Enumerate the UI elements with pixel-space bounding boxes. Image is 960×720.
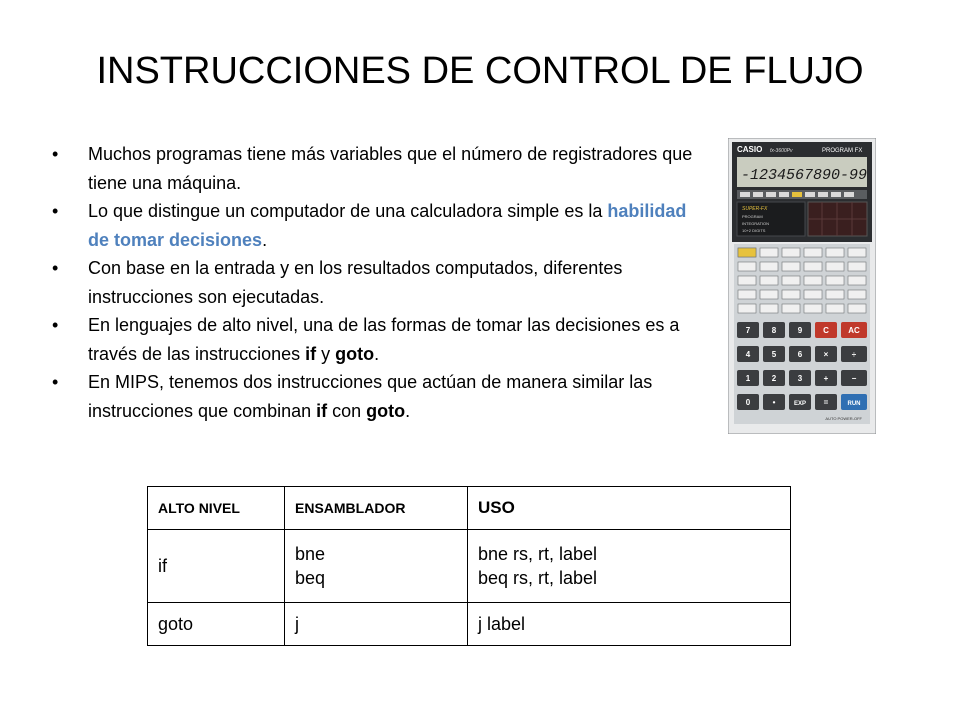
calc-brand: CASIO xyxy=(737,145,763,154)
bullet-item xyxy=(52,254,702,311)
table-header-row xyxy=(148,487,791,530)
calc-key: − xyxy=(851,374,857,383)
bullet-item xyxy=(52,197,702,254)
calc-series: PROGRAM FX xyxy=(822,148,863,154)
keyword-goto: goto xyxy=(335,343,375,364)
bullet-dot-icon: • xyxy=(52,258,59,278)
bullet-text-mid: con xyxy=(327,400,367,421)
calc-key: 3 xyxy=(797,374,803,383)
calc-key: ÷ xyxy=(851,350,857,359)
usage-line: beq rs, rt, label xyxy=(478,568,598,588)
calc-key: AC xyxy=(848,326,860,335)
calc-display: -1234567890-99 xyxy=(741,167,868,184)
bullet-text: En lenguajes de alto nivel, una de las formas de tomar las decisiones es a través de las instrucciones xyxy=(88,315,680,364)
asm-instruction: bne xyxy=(295,544,326,564)
calc-model: fx-3600Pv xyxy=(770,148,793,154)
calculator-image xyxy=(728,138,876,434)
calc-key: 4 xyxy=(745,350,751,359)
calc-key: 9 xyxy=(797,326,803,335)
cell-assembler xyxy=(285,530,468,603)
calc-key: • xyxy=(772,398,776,407)
header-ensamblador: ENSAMBLADOR xyxy=(285,487,468,530)
bullet-item xyxy=(52,140,702,197)
bullet-list xyxy=(52,140,702,425)
calc-key: 8 xyxy=(771,326,777,335)
bullet-text: Lo que distingue un computador de una calculadora simple es la xyxy=(88,201,608,221)
calc-key: 5 xyxy=(771,350,777,359)
calc-key: × xyxy=(823,350,829,359)
flow-control-table xyxy=(147,486,791,646)
bullet-dot-icon: • xyxy=(52,201,59,221)
usage-line: bne rs, rt, label xyxy=(478,544,598,564)
header-alto-nivel: ALTO NIVEL xyxy=(148,487,285,530)
bullet-text-end: . xyxy=(374,343,380,364)
bullet-dot-icon: • xyxy=(52,372,59,392)
highlight-text: habilidad de tomar decisiones xyxy=(88,201,687,250)
calc-key: C xyxy=(823,326,829,335)
calc-key: 2 xyxy=(771,374,777,383)
keyword-if: if xyxy=(305,343,317,364)
cell-high-level: goto xyxy=(148,603,285,646)
calc-key: 6 xyxy=(797,350,803,359)
calc-panel-label: 10+2 DIGITS xyxy=(742,228,766,233)
bullet-item xyxy=(52,311,702,368)
keyword-goto: goto xyxy=(366,400,406,421)
asm-instruction: beq xyxy=(295,568,326,588)
bullet-text-mid: y xyxy=(316,343,336,364)
bullet-text: En MIPS, tenemos dos instrucciones que actúan de manera similar las instrucciones que combinan xyxy=(88,372,653,421)
calc-key: 7 xyxy=(745,326,751,335)
bullet-text-end: . xyxy=(262,229,268,250)
calc-key: RUN xyxy=(847,401,861,407)
bullet-dot-icon: • xyxy=(52,144,59,164)
calc-footer: AUTO POWER-OFF xyxy=(825,416,862,421)
cell-high-level: if xyxy=(148,530,285,603)
bullet-text: Muchos programas tiene más variables que el número de registradores que tiene una máquina. xyxy=(88,144,693,193)
bullet-item xyxy=(52,368,702,425)
slide-title: INSTRUCCIONES DE CONTROL DE FLUJO xyxy=(96,50,864,92)
table-row xyxy=(148,530,791,603)
bullet-text: Con base en la entrada y en los resultados computados, diferentes instrucciones son ejecutadas. xyxy=(88,258,623,307)
table-row xyxy=(148,603,791,646)
cell-usage xyxy=(468,530,791,603)
calc-panel-label: SUPER-FX xyxy=(742,206,768,212)
calc-key: 1 xyxy=(745,374,751,383)
calc-panel-label: INTEGRATION xyxy=(742,221,770,226)
bullet-text-end: . xyxy=(405,400,411,421)
calc-key: + xyxy=(823,374,829,383)
calc-key: = xyxy=(823,398,829,407)
cell-assembler: j xyxy=(285,603,468,646)
cell-usage: j label xyxy=(468,603,791,646)
calc-key: 0 xyxy=(745,398,751,407)
keyword-if: if xyxy=(316,400,328,421)
header-uso: USO xyxy=(468,487,791,530)
calc-key: EXP xyxy=(793,401,807,407)
bullet-dot-icon: • xyxy=(52,315,59,335)
calc-panel-label: PROGRAM xyxy=(742,214,763,219)
